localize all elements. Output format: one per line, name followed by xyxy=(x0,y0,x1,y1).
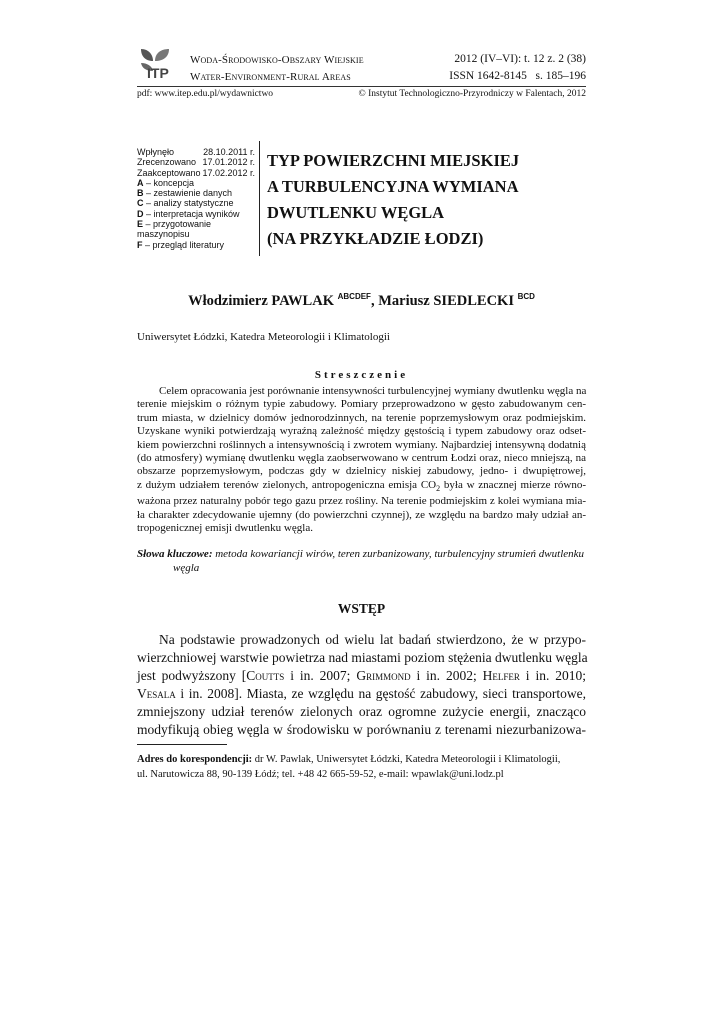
legend-item: D – interpretacja wyników xyxy=(137,208,240,219)
authors xyxy=(137,292,586,310)
footnote-label: Adres do korespondencji: xyxy=(137,754,253,765)
abstract-body xyxy=(137,385,586,536)
logo-text: ITP xyxy=(147,65,169,81)
keywords xyxy=(137,548,586,575)
journal-title-pl: Woda-Środowisko-Obszary Wiejskie xyxy=(190,54,364,66)
author-2: Mariusz SIEDLECKI xyxy=(378,292,514,309)
intro-line: wierzchniowej warstwie powietrza nad miastami poziom stężenia dwutlenku węgla xyxy=(137,650,588,665)
legend-item: A – koncepcja xyxy=(137,177,195,188)
article-meta xyxy=(137,147,255,250)
abstract-line: (do atmosfery) wymianę dwutlenku węgla zaobserwowano w centrum Łodzi oraz, nieco mniejszą, na xyxy=(137,452,586,465)
intro-line: modyfikują obieg węgla w środowisku w porównaniu z terenami niezurbanizowa- xyxy=(137,722,586,737)
date-accepted: Zaakceptowano 17.02.2012 r. xyxy=(137,167,255,178)
date-received: Wpłynęło 28.10.2011 r. xyxy=(137,147,255,157)
title-line: DWUTLENKU WĘGLA xyxy=(267,203,445,222)
journal-title-en: Water-Environment-Rural Areas xyxy=(190,71,351,83)
abstract-line: tropogenicznej emisji dwutlenku węgla. xyxy=(137,522,313,535)
abstract-line: ła charakter zdecydowanie ujemny (do powierzchni czynnej), ze względu na bardzo mały udział an- xyxy=(137,508,586,521)
author-separator: , xyxy=(370,292,379,309)
title-line: A TURBULENCYJNA WYMIANA xyxy=(267,177,519,196)
title-line: TYP POWIERZCHNI MIEJSKIEJ xyxy=(267,151,520,170)
vertical-divider xyxy=(259,141,260,256)
abstract-line: trum miasta, w dzielnicy domów jednorodzinnych, na terenie poprzemysłowym oraz podmiejskim. xyxy=(137,411,586,424)
legend-item: F – przegląd literatury xyxy=(137,239,225,250)
abstract-line: terenie miejskim o różnym typie zabudowy. Pomiary przeprowadzono w gęsto zabudowanym cen- xyxy=(137,398,586,411)
footnote-rule xyxy=(137,744,227,745)
title-line: (NA PRZYKŁADZIE ŁODZI) xyxy=(267,229,484,248)
page-range: s. 185–196 xyxy=(535,70,586,82)
keywords-text-cont: węgla xyxy=(173,561,200,574)
abstract-line: ważona przez naturalny pobór tego gazu przez rośliny. Na terenie podmiejskim z kolei wymiana mia- xyxy=(137,495,586,508)
copyright: © Instytut Technologiczno-Przyrodniczy w Falentach, 2012 xyxy=(358,89,586,99)
author-1: Włodzimierz PAWLAK xyxy=(188,292,334,309)
intro-line: Na podstawie prowadzonych od wielu lat badań stwierdzono, że w przypo- xyxy=(159,632,586,647)
affiliation: Uniwersytet Łódzki, Katedra Meteorologii i Klimatologii xyxy=(137,331,390,343)
issn: ISSN 1642-8145 xyxy=(449,70,527,82)
author-2-contrib: BCD xyxy=(517,292,535,301)
abstract-line-co2: z dużym udziałem terenów zielonych, antropogeniczna emisja $CO_2$ była w znacznej mierze równo- xyxy=(137,478,586,494)
abstract-line: kiem powierzchni roślinnych a intensywnością i zwrotem wymiany. Najbardziej intensywną dodatnią xyxy=(137,438,586,451)
abstract-line: obszarze poprzemysłowym, podczas gdy w dzielnicy niskiej zabudowy, jedno- i dwupiętrowej, xyxy=(137,465,586,478)
itp-logo xyxy=(137,47,181,83)
intro-line-citations: jest podwyższony [Coutts i in. 2007; Grimmond i in. 2002; Helfer i in. 2010; xyxy=(137,668,586,683)
date-reviewed: Zrecenzowano 17.01.2012 r. xyxy=(137,157,255,168)
author-1-contrib: ABCDEF xyxy=(337,292,371,301)
legend-item: B – zestawienie danych xyxy=(137,188,233,199)
header-rule xyxy=(137,86,586,87)
intro-paragraph xyxy=(137,631,586,739)
journal-volume: 2012 (IV–VI): t. 12 z. 2 (38) xyxy=(454,53,586,65)
article-title xyxy=(267,148,587,252)
correspondence-footnote xyxy=(137,752,586,782)
intro-line-citations: Vesala i in. 2008]. Miasta, ze względu na gęstość zabudowy, sieci transportowe, xyxy=(137,686,586,701)
keywords-label: Słowa kluczowe: xyxy=(137,548,213,560)
section-heading-intro: WSTĘP xyxy=(337,601,386,616)
legend-item: C – analizy statystyczne xyxy=(137,198,234,209)
footnote-text: ul. Narutowicza 88, 90-139 Łódź; tel. +48 42 665-59-52, e-mail: wpawlak@uni.lodz.pl xyxy=(137,769,504,780)
abstract-heading: Streszczenie xyxy=(314,369,409,381)
pdf-link[interactable]: pdf: www.itep.edu.pl/wydawnictwo xyxy=(137,89,274,99)
abstract-line: Celem opracowania jest porównanie intensywności turbulencyjnej wymiany dwutlenku węgla na xyxy=(159,385,587,397)
issn-pages xyxy=(449,70,586,82)
legend-item: E – przygotowanie maszynopisu xyxy=(137,219,212,240)
keywords-text: metoda kowariancji wirów, teren zurbanizowany, turbulencyjny strumień dwutlenku xyxy=(212,548,585,560)
footnote-text: dr W. Pawlak, Uniwersytet Łódzki, Katedra Meteorologii i Klimatologii, xyxy=(252,754,561,765)
abstract-line: Uzyskane wyniki potwierdzają wyraźną zależność między gęstością i typem zabudowy oraz odset- xyxy=(137,425,586,438)
intro-line: zmniejszony udział terenów zielonych oraz ogromne zużycie energii, znacząco xyxy=(137,704,586,719)
